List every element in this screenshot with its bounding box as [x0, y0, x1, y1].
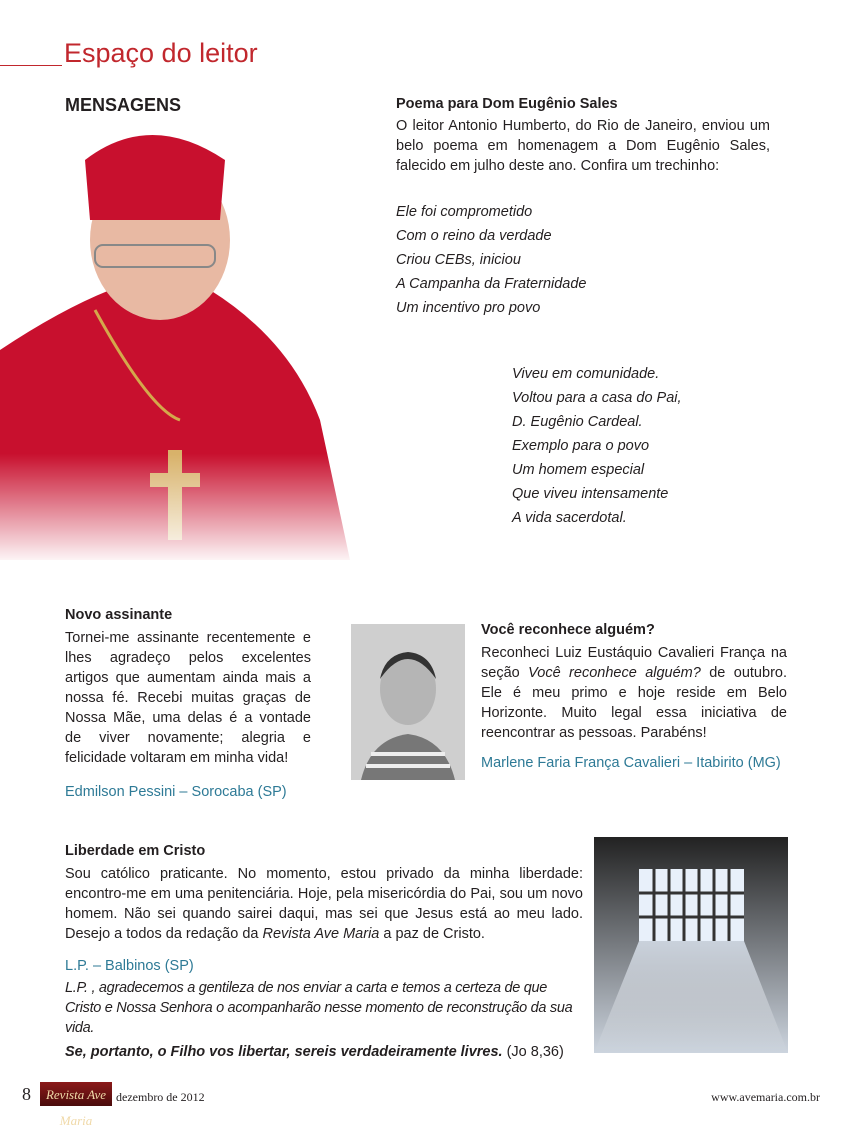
- cardinal-photo: [0, 120, 355, 565]
- magazine-logo: Revista Ave Maria: [40, 1082, 112, 1106]
- title-divider: [0, 65, 62, 66]
- prison-window-photo: [594, 837, 788, 1053]
- poem-line: D. Eugênio Cardeal.: [512, 414, 643, 430]
- child-photo: [351, 624, 465, 780]
- signature: Marlene Faria França Cavalieri – Itabirito (MG): [481, 755, 781, 771]
- poem-line: Que viveu intensamente: [512, 486, 669, 502]
- page-title: Espaço do leitor: [64, 38, 258, 68]
- poem-line: Criou CEBs, iniciou: [396, 252, 521, 268]
- poem-line: Exemplo para o povo: [512, 438, 650, 454]
- article-heading: Você reconhece alguém?: [481, 622, 655, 638]
- poem-line: Voltou para a casa do Pai,: [512, 390, 682, 406]
- article-heading: Novo assinante: [65, 607, 173, 623]
- poem-line: Com o reino da verdade: [396, 228, 552, 244]
- article-heading: Liberdade em Cristo: [65, 843, 206, 859]
- liberdade-article: [65, 843, 583, 1062]
- issue-date: dezembro de 2012: [116, 1090, 205, 1104]
- page-number: 8: [22, 1084, 31, 1104]
- poem-line: Um homem especial: [512, 462, 645, 478]
- article-heading: Poema para Dom Eugênio Sales: [396, 96, 618, 112]
- novo-assinante-article: [65, 607, 311, 800]
- poem-stanza-1: [396, 200, 770, 320]
- website-link[interactable]: www.avemaria.com.br: [711, 1090, 820, 1104]
- poem-article: [396, 96, 770, 320]
- article-body: Reconheci Luiz Eustáquio Cavalieri França na seção Você reconhece alguém? de outubro. Ele é meu primo e hoje reside em Belo Horizonte. Muito legal essa iniciativa de reencontrar as pessoas. Parabéns!: [481, 645, 787, 741]
- signature: L.P. – Balbinos (SP): [65, 958, 194, 974]
- poem-line: A Campanha da Fraternidade: [396, 276, 587, 292]
- poem-line: Viveu em comunidade.: [512, 366, 660, 382]
- article-body: Sou católico praticante. No momento, estou privado da minha liberdade: encontro-me em uma penitenciária. Hoje, pela misericórdia do Pai, sou um novo homem. Não sei quando sairei daqui, mas sei que Jesus está ao meu lado. Desejo a todos da redação da Revista Ave Maria a paz de Cristo.: [65, 866, 583, 942]
- editor-reply: L.P. , agradecemos a gentileza de nos enviar a carta e temos a certeza de que Cristo e Nossa Senhora o acompanharão nesse momento de reconstrução da sua vida.: [65, 980, 573, 1036]
- article-body: O leitor Antonio Humberto, do Rio de Janeiro, enviou um belo poema em homenagem a Dom Eugênio Sales, falecido em julho deste ano. Confira um trechinho:: [396, 118, 770, 174]
- poem-line: Um incentivo pro povo: [396, 300, 541, 316]
- poem-line: A vida sacerdotal.: [512, 510, 627, 526]
- voce-reconhece-article: [481, 622, 787, 771]
- poem-stanza-2: [512, 362, 682, 530]
- bible-verse: Se, portanto, o Filho vos libertar, sereis verdadeiramente livres. (Jo 8,36): [65, 1044, 564, 1060]
- poem-line: Ele foi comprometido: [396, 204, 533, 220]
- section-heading: MENSAGENS: [65, 95, 182, 115]
- article-body: Tornei-me assinante recentemente e lhes agradeço pelos excelentes artigos que aumentam ainda mais a nossa fé. Recebi muitas graças de Nossa Mãe, uma delas é a vontade de viver novamente; alegria e felicidade voltaram em minha vida!: [65, 630, 311, 766]
- signature: Edmilson Pessini – Sorocaba (SP): [65, 784, 287, 800]
